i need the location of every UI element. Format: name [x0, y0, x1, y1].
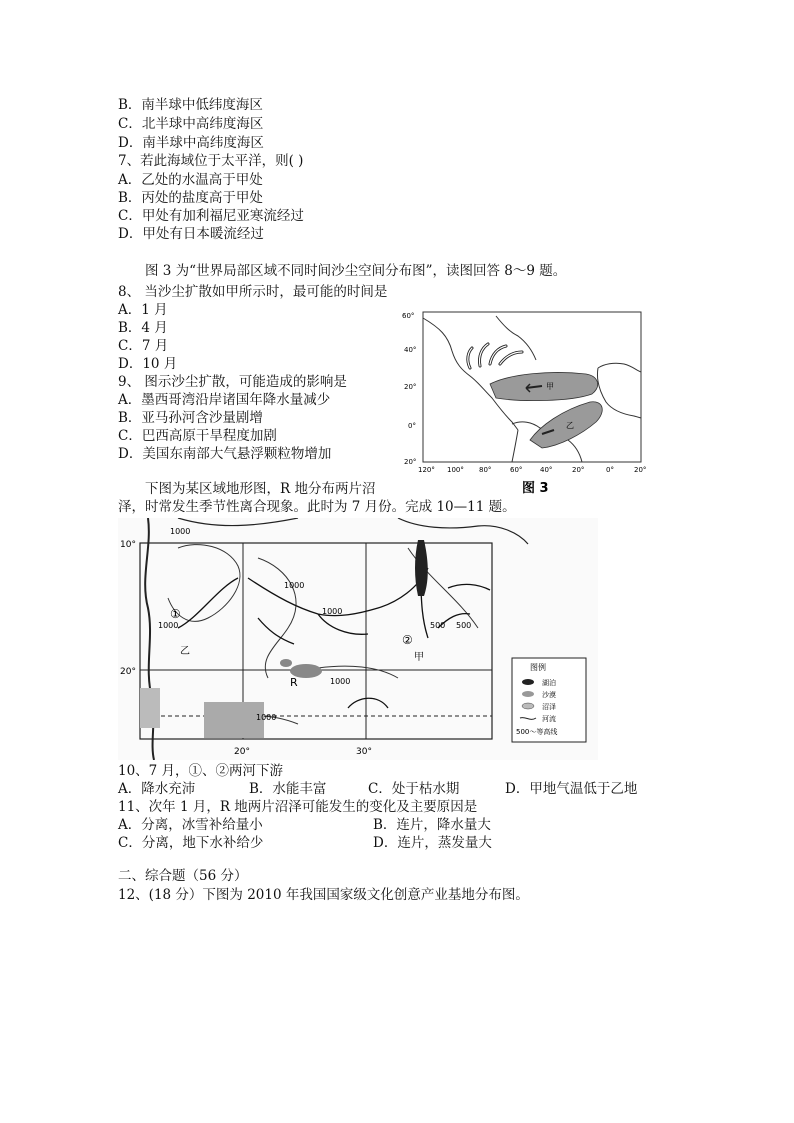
contour-label-2: 1000: [284, 581, 305, 590]
map2-lon-20: 20°: [234, 747, 250, 757]
map-label-river-2: ②: [402, 633, 413, 647]
q10-option-d: D．甲地气温低于乙地: [505, 781, 638, 797]
fig3-lon-60: 60°: [510, 466, 523, 474]
fig3-lat-0: 0°: [408, 422, 416, 430]
map-label-r: R: [290, 676, 298, 689]
q8-option-a: A．1 月: [118, 302, 168, 318]
fig3-lon-e20: 20°: [634, 466, 647, 474]
map-label-yi: 乙: [180, 646, 190, 657]
q8-option-b: B．4 月: [118, 320, 168, 336]
q11-option-c: C．分离，地下水补给少: [118, 835, 264, 851]
legend-river: 河流: [542, 715, 556, 723]
contour-label-6: 500: [430, 621, 446, 630]
legend-lake: 湖泊: [542, 679, 556, 687]
fig3-lon-0: 0°: [606, 466, 614, 474]
q6-option-c: C．北半球中高纬度海区: [118, 116, 264, 132]
legend-desert: 沙漠: [542, 691, 556, 699]
contour-label-1: 1000: [170, 527, 191, 536]
map-label-jia: 甲: [414, 652, 424, 663]
contour-label-7: 500: [456, 621, 472, 630]
fig3-lon-100: 100°: [447, 466, 464, 474]
contour-label-3: 1000: [322, 607, 343, 616]
section-2-heading: 二、综合题（56 分）: [118, 868, 248, 884]
legend-title: 图例: [530, 663, 546, 672]
q11-option-a: A．分离，冰雪补给量小: [118, 817, 263, 833]
contour-label-8: 1000: [158, 621, 179, 630]
q7-option-d: D．甲处有日本暖流经过: [118, 226, 264, 242]
q9-option-b: B．亚马孙河含沙量剧增: [118, 410, 263, 426]
fig3-lon-120: 120°: [418, 466, 435, 474]
q10-option-b: B．水能丰富: [249, 781, 327, 797]
contour-label-5: 1000: [256, 713, 277, 722]
q9-option-a: A．墨西哥湾沿岸诸国年降水量减少: [118, 392, 331, 408]
q7-option-a: A．乙处的水温高于甲处: [118, 172, 263, 188]
fig3-lat-60: 60°: [402, 312, 415, 320]
contour-label-4: 1000: [330, 677, 351, 686]
terrain-map: [118, 518, 598, 760]
q6-option-b: B．南半球中低纬度海区: [118, 97, 263, 113]
intro-10-11-line2: 泽，时常发生季节性离合现象。此时为 7 月份。完成 10—11 题。: [118, 499, 516, 515]
map2-lat-20: 20°: [120, 667, 136, 677]
map-label-river-1: ①: [170, 607, 181, 621]
q10-option-a: A．降水充沛: [118, 781, 196, 797]
fig3-label-jia: 甲: [546, 382, 554, 391]
fig3-label-yi: 乙: [566, 421, 574, 430]
fig3-lat-40: 40°: [404, 346, 417, 354]
legend-contour: 500～等高线: [516, 728, 558, 736]
q7-option-b: B．丙处的盐度高于甲处: [118, 190, 263, 206]
q9-stem: 9、 图示沙尘扩散，可能造成的影响是: [118, 374, 347, 390]
q10-option-c: C．处于枯水期: [368, 781, 460, 797]
q8-option-c: C．7 月: [118, 338, 169, 354]
q8-stem: 8、 当沙尘扩散如甲所示时，最可能的时间是: [118, 284, 388, 300]
fig3-lat-s20: 20°: [404, 458, 417, 466]
fig3-lon-20: 20°: [572, 466, 585, 474]
intro-8-9: 图 3 为“世界局部区域不同时间沙尘空间分布图”，读图回答 8～9 题。: [145, 263, 567, 279]
legend-swamp: 沼泽: [542, 703, 556, 711]
fig3-caption: 图 3: [522, 481, 549, 496]
intro-10-11-line1: 下图为某区域地形图，R 地分布两片沼: [145, 481, 376, 497]
q9-option-c: C．巴西高原干旱程度加剧: [118, 428, 277, 444]
q8-option-d: D．10 月: [118, 356, 178, 372]
q6-option-d: D．南半球中高纬度海区: [118, 135, 264, 151]
q11-option-b: B．连片，降水量大: [373, 817, 491, 833]
q7-stem: 7、若此海域位于太平洋，则( ): [118, 153, 304, 169]
fig3-lon-40: 40°: [540, 466, 553, 474]
fig3-lon-80: 80°: [479, 466, 492, 474]
q12-stem: 12、(18 分）下图为 2010 年我国国家级文化创意产业基地分布图。: [118, 887, 529, 903]
fig3-lat-20: 20°: [404, 383, 417, 391]
q11-option-d: D．连片，蒸发量大: [373, 835, 492, 851]
q11-stem: 11、次年 1 月，R 地两片沼泽可能发生的变化及主要原因是: [118, 799, 478, 815]
map2-lat-10: 10°: [120, 540, 136, 550]
figure-3-dust-map: [400, 306, 650, 496]
map2-lon-30: 30°: [356, 747, 372, 757]
map-legend: [512, 658, 586, 742]
q9-option-d: D．美国东南部大气悬浮颗粒物增加: [118, 446, 332, 462]
q7-option-c: C．甲处有加利福尼亚寒流经过: [118, 208, 304, 224]
q10-stem: 10、7 月，①、②两河下游: [118, 763, 284, 779]
